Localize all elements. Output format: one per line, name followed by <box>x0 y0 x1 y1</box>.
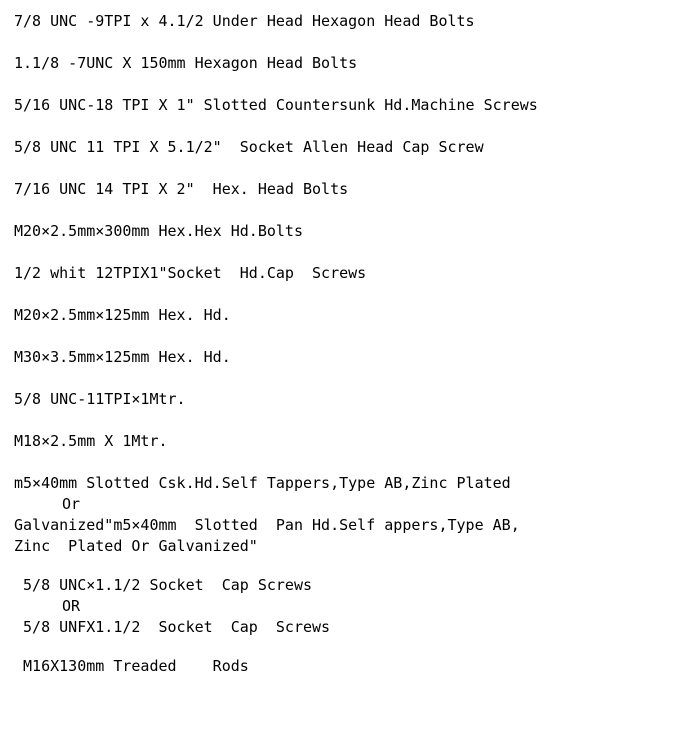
spec-line: 5/16 UNC-18 TPI X 1" Slotted Countersunk Hd.Machine Screws <box>14 96 538 114</box>
spec-line: 1.1/8 -7UNC X 150mm Hexagon Head Bolts <box>14 54 358 72</box>
spec-entry <box>14 659 675 674</box>
spec-line: M20×2.5mm×300mm Hex.Hex Hd.Bolts <box>14 222 303 240</box>
spec-entry <box>14 98 675 113</box>
spec-line: 1/2 whit 12TPIX1"Socket Hd.Cap Screws <box>14 264 367 282</box>
spec-line: 5/8 UNC-11TPI×1Mtr. <box>14 390 186 408</box>
spec-entry <box>14 578 675 635</box>
spec-line: M16X130mm Treaded Rods <box>14 657 249 675</box>
spec-entry <box>14 56 675 71</box>
spec-line: Galvanized"m5×40mm Slotted Pan Hd.Self appers,Type AB, <box>14 516 520 534</box>
spec-line: 5/8 UNC×1.1/2 Socket Cap Screws <box>14 576 313 594</box>
spec-entry <box>14 308 675 323</box>
spec-entry <box>14 224 675 239</box>
spec-line: 5/8 UNFX1.1/2 Socket Cap Screws <box>14 618 331 636</box>
spec-entry <box>14 434 675 449</box>
spec-line: 7/16 UNC 14 TPI X 2" Hex. Head Bolts <box>14 180 349 198</box>
spec-line: m5×40mm Slotted Csk.Hd.Self Tappers,Type AB,Zinc Plated <box>14 474 511 492</box>
spec-entry <box>14 182 675 197</box>
spec-line-or: Or <box>62 495 81 513</box>
spec-line: M20×2.5mm×125mm Hex. Hd. <box>14 306 231 324</box>
spec-entry <box>14 476 675 554</box>
spec-line: M30×3.5mm×125mm Hex. Hd. <box>14 348 231 366</box>
spec-entry <box>14 350 675 365</box>
spec-entry <box>14 14 675 29</box>
spec-entry <box>14 140 675 155</box>
spec-entry <box>14 266 675 281</box>
spec-line: 7/8 UNC -9TPI x 4.1/2 Under Head Hexagon Head Bolts <box>14 12 475 30</box>
spec-line: M18×2.5mm X 1Mtr. <box>14 432 168 450</box>
spec-line: Zinc Plated Or Galvanized" <box>14 537 258 555</box>
spec-line: 5/8 UNC 11 TPI X 5.1/2" Socket Allen Head Cap Screw <box>14 138 484 156</box>
spec-line-or: OR <box>62 597 81 615</box>
spec-entry <box>14 392 675 407</box>
